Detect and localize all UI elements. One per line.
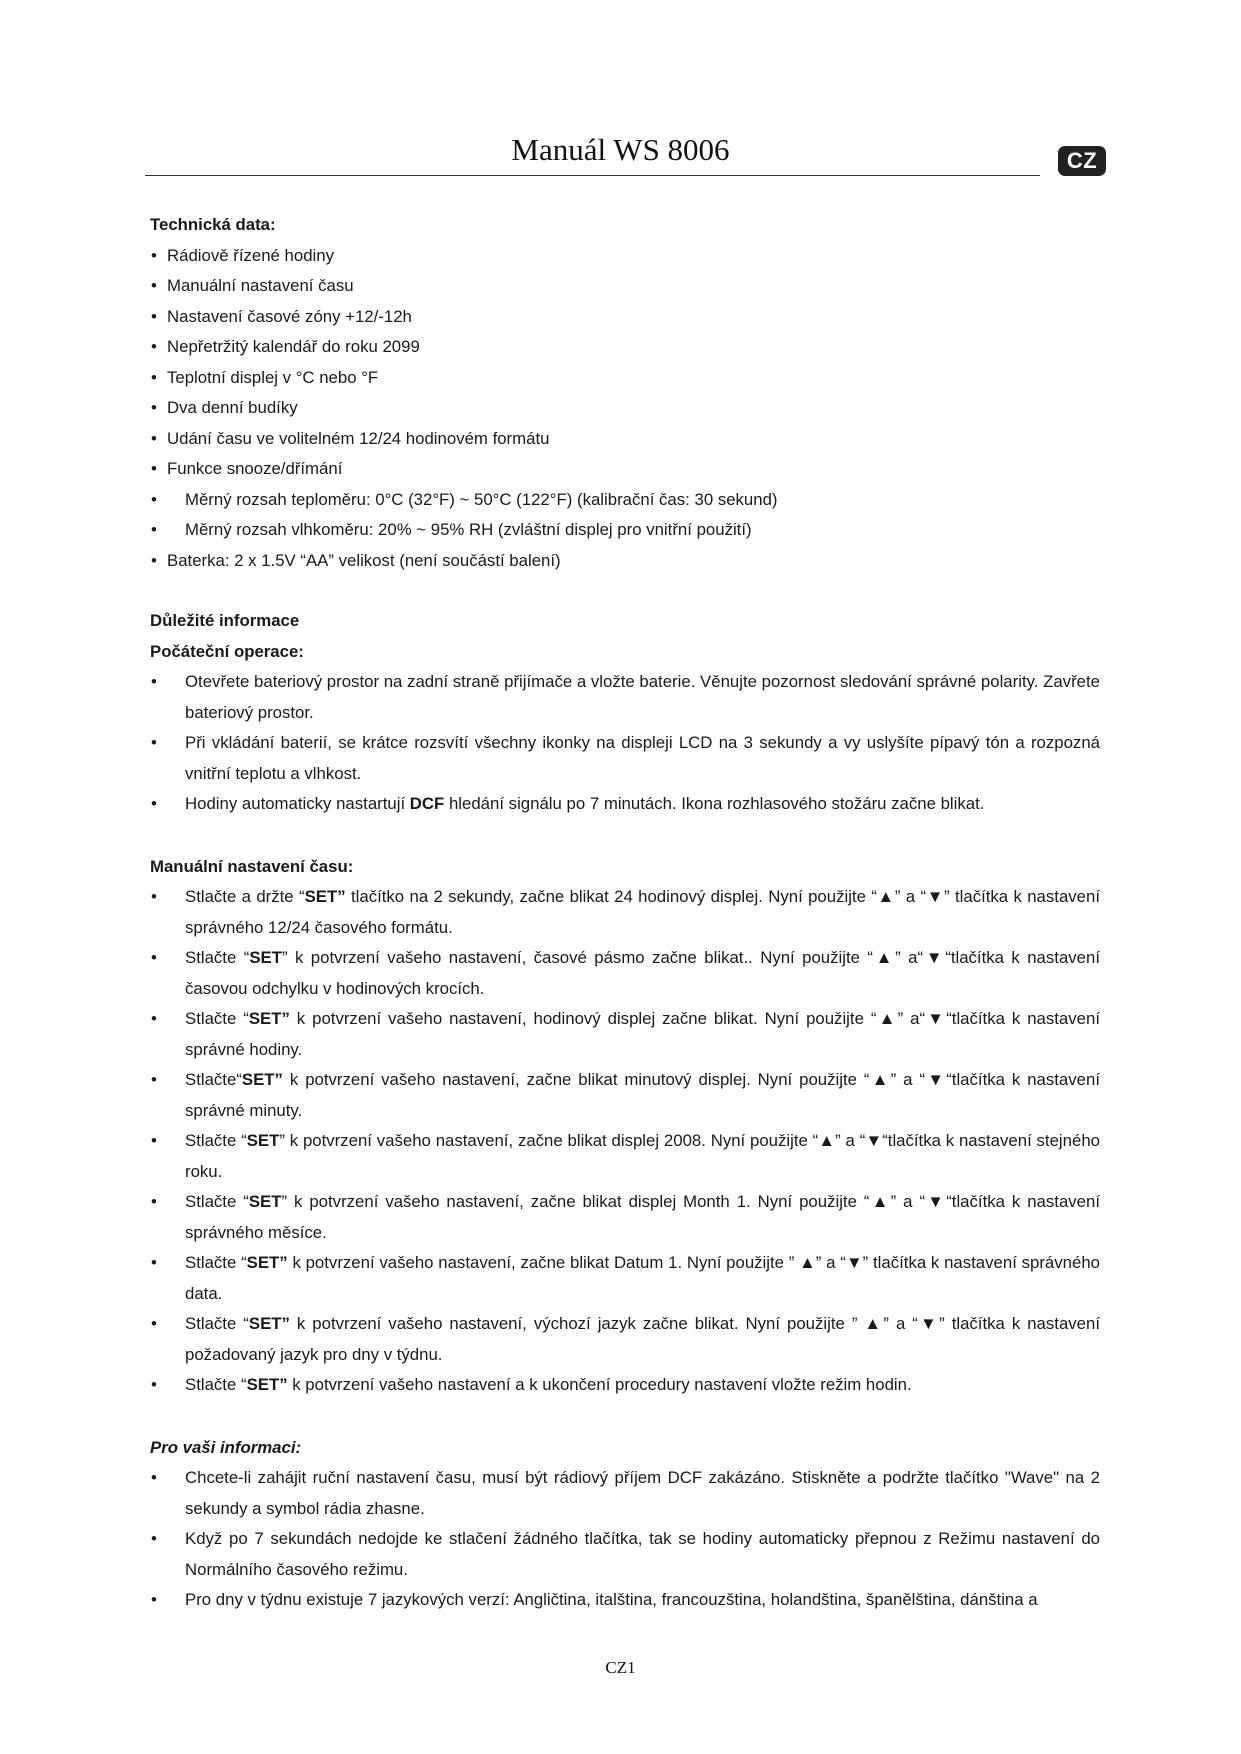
list-item (150, 789, 1100, 820)
list-item (150, 1187, 1100, 1248)
item-text: Stlačte “ (185, 1314, 249, 1333)
item-text: hledání signálu po 7 minutách. Ikona rozhlasového stožáru začne blikat. (444, 794, 985, 813)
page-title: Manuál WS 8006 (511, 132, 730, 167)
info-heading: Pro vaši informaci: (150, 1437, 302, 1457)
list-item (150, 882, 1100, 943)
list-item (150, 1126, 1100, 1187)
set-key: SET” (246, 1375, 288, 1394)
list-item: • Když po 7 sekundách nedojde ke stlačení žádného tlačítka, tak se hodiny automaticky přepnou z Režimu nastavení do Normálního časového režimu. (150, 1524, 1100, 1585)
item-text: Stlačte “ (185, 1375, 247, 1394)
page-number: CZ1 (605, 1658, 636, 1677)
list-item: • Funkce snooze/dřímání (150, 454, 1100, 485)
item-bold-text: DCF (409, 794, 445, 813)
item-text: Stlačte “ (185, 1131, 247, 1150)
list-item: • Dva denní budíky (150, 393, 1100, 424)
set-key: SET (249, 948, 282, 967)
list-item (150, 1309, 1100, 1370)
list-item: • Udání času ve volitelném 12/24 hodinovém formátu (150, 424, 1100, 455)
title-divider (145, 175, 1040, 176)
list-item: • Otevřete bateriový prostor na zadní straně přijímače a vložte baterie. Věnujte pozornost sledování správné polarity. Zavřete bateriový prostor. (150, 667, 1100, 728)
item-text: Stlačte“ (185, 1070, 242, 1089)
initial-operation-list (150, 667, 1100, 820)
item-text: k potvrzení vašeho nastavení, začne blikat minutový displej. Nyní použijte “▲” a “▼“tlačítka k nastavení správné minuty. (185, 1070, 1100, 1120)
item-text: ” k potvrzení vašeho nastavení, začne blikat displej 2008. Nyní použijte “▲” a “▼“tlačítka k nastavení stejného roku. (185, 1131, 1100, 1181)
item-text: k potvrzení vašeho nastavení, začne blikat Datum 1. Nyní použijte ” ▲” a “▼” tlačítka k nastavení správného data. (185, 1253, 1100, 1303)
item-text: k potvrzení vašeho nastavení a k ukončení procedury nastavení vložte režim hodin. (287, 1375, 912, 1394)
set-key: SET” (241, 1070, 283, 1089)
important-heading: Důležité informace (150, 611, 300, 630)
document-body (150, 210, 1100, 1616)
list-item: • Baterka: 2 x 1.5V “AA” velikost (není součástí balení) (150, 546, 1100, 577)
item-text: Stlačte “ (185, 1192, 249, 1211)
list-item: • Pro dny v týdnu existuje 7 jazykových verzí: Angličtina, italština, francouzština, holandština, španělština, dánština a (150, 1585, 1100, 1616)
tech-heading: Technická data: (150, 215, 276, 234)
set-key: SET” (246, 1253, 288, 1272)
list-item (150, 1370, 1100, 1401)
list-item (150, 1065, 1100, 1126)
list-item: • Nastavení časové zóny +12/-12h (150, 302, 1100, 333)
item-text: Stlačte “ (185, 948, 250, 967)
list-item: • Teplotní displej v °C nebo °F (150, 363, 1100, 394)
item-text: Stlačte a držte “ (185, 887, 305, 906)
item-text: k potvrzení vašeho nastavení, hodinový displej začne blikat. Nyní použijte “▲” a“▼“tlačítka k nastavení správné hodiny. (185, 1009, 1100, 1059)
manual-list (150, 882, 1100, 1401)
list-item: • Manuální nastavení času (150, 271, 1100, 302)
tech-list (150, 241, 1100, 577)
item-text: Stlačte “ (185, 1009, 249, 1028)
list-item: • Chcete-li zahájit ruční nastavení času, musí být rádiový příjem DCF zakázáno. Stiskněte a podržte tlačítko "Wave" na 2 sekundy a symbol rádia zhasne. (150, 1463, 1100, 1524)
set-key: SET (248, 1192, 282, 1211)
initial-operation-heading: Počáteční operace: (150, 641, 304, 661)
list-item (150, 943, 1100, 1004)
language-badge: CZ (1058, 146, 1106, 176)
list-item: • Při vkládání baterií, se krátce rozsvítí všechny ikonky na displeji LCD na 3 sekundy a vy uslyšíte pípavý tón a rozpozná vnitřní teplotu a vlhkost. (150, 728, 1100, 789)
item-text: ” k potvrzení vašeho nastavení, časové pásmo začne blikat.. Nyní použijte “▲” a“▼“tlačítka k nastavení časovou odchylku v hodinových krocích. (185, 948, 1100, 998)
item-text: Stlačte “ (185, 1253, 247, 1272)
set-key: SET” (248, 1314, 290, 1333)
set-key: SET” (304, 887, 346, 906)
list-item: • Nepřetržitý kalendář do roku 2099 (150, 332, 1100, 363)
item-text: k potvrzení vašeho nastavení, výchozí jazyk začne blikat. Nyní použijte ” ▲” a “▼” tlačítka k nastavení požadovaný jazyk pro dny v týdnu. (185, 1314, 1100, 1364)
info-list (150, 1463, 1100, 1616)
list-item (150, 1004, 1100, 1065)
set-key: SET (246, 1131, 280, 1150)
item-text: tlačítko na 2 sekundy, začne blikat 24 hodinový displej. Nyní použijte “▲” a “▼” tlačítka k nastavení správného 12/24 časového formátu. (185, 887, 1100, 937)
manual-heading: Manuální nastavení času: (150, 856, 354, 876)
set-key: SET” (248, 1009, 290, 1028)
list-item: • Měrný rozsah vlhkoměru: 20% ~ 95% RH (zvláštní displej pro vnitřní použití) (150, 515, 1100, 546)
list-item: • Rádiově řízené hodiny (150, 241, 1100, 272)
item-text: ” k potvrzení vašeho nastavení, začne blikat displej Month 1. Nyní použijte “▲” a “▼“tlačítka k nastavení správného měsíce. (185, 1192, 1100, 1242)
item-text: Hodiny automaticky nastartují (185, 794, 410, 813)
list-item: • Měrný rozsah teploměru: 0°C (32°F) ~ 50°C (122°F) (kalibrační čas: 30 sekund) (150, 485, 1100, 516)
list-item (150, 1248, 1100, 1309)
